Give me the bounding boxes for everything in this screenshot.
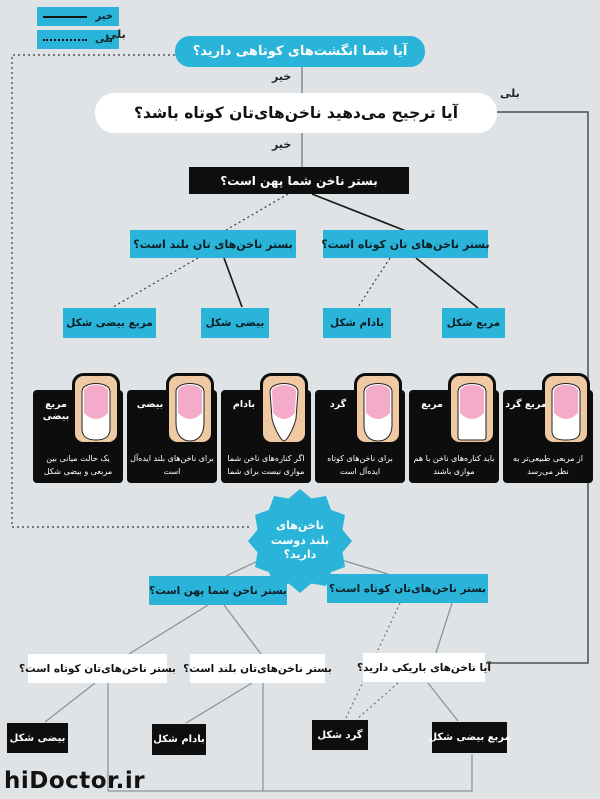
star-line-1: ناخن‌های [276,518,324,532]
oval-nail-icon [166,373,214,445]
edge-label-no-1: خیر [272,70,292,83]
solid-line-swatch [43,16,87,18]
question-long-beds: بستر ناخن‌های‌تان بلند است؟ [190,654,325,683]
nail-description: اگر کناره‌های ناخن شما موازی نیست برای شما [227,454,305,476]
round-nail-icon [354,373,402,445]
nail-description: باید کناره‌های ناخن با هم موازی باشند [413,454,495,476]
square-nail-icon [448,373,496,445]
question-narrow-nails: آیا ناخن‌های باریکی دارید؟ [363,653,485,682]
nail-card-round [315,390,405,483]
question-short-nail-bed: بستر ناخن‌های تان کوتاه است؟ [323,230,488,258]
nail-name: مربع گرد [505,399,547,410]
nail-description: برای ناخن‌های بلند ایده‌آل است [130,454,214,476]
edge-label-yes-top: بلی [106,28,126,41]
nail-card-square [409,390,499,483]
legend-yes-label: بلی [95,34,113,45]
nail-name: گرد [329,399,347,410]
squoval-nail-icon [72,373,120,445]
edge-label-no-2: خیر [272,138,292,151]
question-wide-bed-bottom: بستر ناخن شما پهن است؟ [149,576,287,605]
question-short-fingers: آیا شما انگشت‌های کوتاهی دارید؟ [175,36,425,67]
result-almond-shape: بادام شکل [323,308,391,338]
watermark: hiDoctor.ir [4,768,146,794]
nail-description: یک حالت میانی بین مربعی و بیضی شکل [43,454,113,476]
question-long-nail-bed: بستر ناخن‌های تان بلند است؟ [130,230,296,258]
result-almond-shape-bottom: بادام شکل [152,724,206,755]
star-line-3: دارید؟ [283,548,317,562]
star-line-2: بلند دوست [270,533,330,547]
result-squoval-shape-bottom: مربع بیضی شکل [432,722,507,753]
nail-card-almond [221,390,311,483]
nail-card-oval [127,390,217,483]
dotted-line-swatch [43,39,87,41]
nail-name: بیضی [136,399,164,410]
result-round-shape-bottom: گرد شکل [312,720,368,750]
nail-name: بادام [232,399,256,410]
legend-no-item [37,7,119,26]
result-square-shape: مربع شکل [442,308,505,338]
result-squoval-shape: مربع بیضی شکل [63,308,156,338]
edge-label-yes-right: بلی [500,87,520,100]
nail-description: از مربعی طبیعی‌تر به نظر می‌رسد [512,454,584,476]
legend-no-label: خیر [95,11,113,22]
question-short-beds: بستر ناخن‌های‌تان کوتاه است؟ [28,654,167,683]
nail-description: برای ناخن‌های کوتاه ایده‌آل است [327,454,393,476]
almond-nail-icon [260,373,308,445]
question-like-long-nails [252,501,348,581]
question-short-bed-bottom: بستر ناخن‌های‌تان کوتاه است؟ [327,574,488,603]
square-round-nail-icon [542,373,590,445]
result-oval-shape: بیضی شکل [201,308,269,338]
question-prefer-short-nails: آیا ترجیح می‌دهید ناخن‌های‌تان کوتاه باشد؟ [95,93,497,133]
nail-name: مربع [421,399,443,410]
nail-name: مربع بیضی [42,399,70,422]
nail-card-squoval [33,390,123,483]
question-wide-nail-bed: بستر ناخن شما پهن است؟ [189,167,409,194]
result-oval-shape-bottom: بیضی شکل [7,723,68,753]
nail-card-square-round [503,390,593,483]
